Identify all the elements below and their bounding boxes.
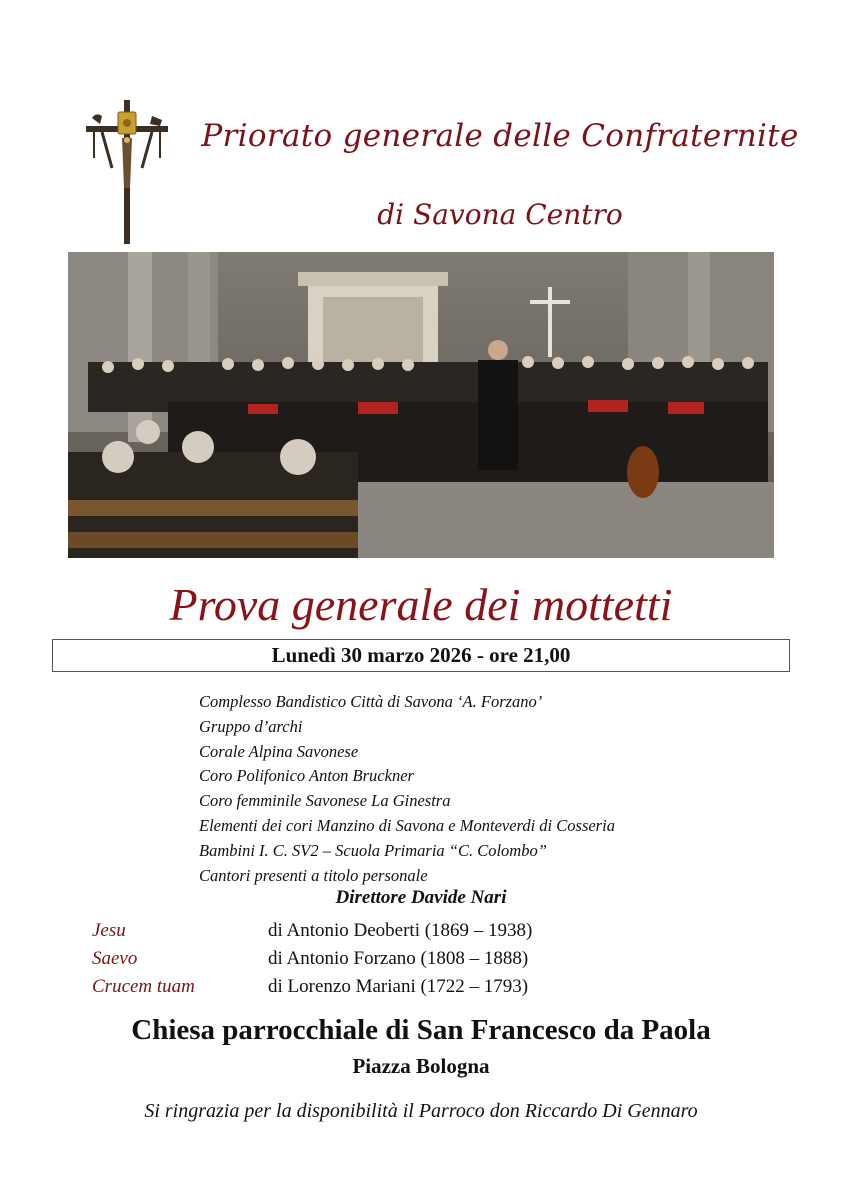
program-row (92, 973, 532, 1001)
header-title-line1: Priorato generale delle Confraternite (201, 118, 799, 154)
program-row (92, 945, 532, 973)
piece-composer: di Antonio Forzano (1808 – 1888) (268, 948, 529, 969)
piece-composer: di Lorenzo Mariani (1722 – 1793) (268, 976, 529, 997)
performer-item: Gruppo d’archi (199, 716, 303, 736)
thanks-note: Si ringrazia per la disponibilità il Parroco don Riccardo Di Gennaro (144, 1100, 698, 1122)
performer-item: Coro femminile Savonese La Ginestra (199, 791, 451, 811)
venue-address: Piazza Bologna (352, 1054, 490, 1078)
piece-title: Crucem tuam (92, 976, 195, 997)
performer-item: Corale Alpina Savonese (199, 741, 359, 761)
concert-photo (68, 252, 774, 558)
program-list (92, 917, 532, 1001)
performer-item: Bambini I. C. SV2 – Scuola Primaria “C. Colombo” (199, 840, 547, 860)
performer-item: Coro Polifonico Anton Bruckner (199, 766, 414, 786)
performers-list (199, 690, 615, 888)
piece-title: Saevo (92, 948, 138, 969)
processional-cross-icon (82, 98, 172, 246)
header-title-line2: di Savona Centro (377, 198, 623, 231)
event-title: Prova generale dei mottetti (169, 579, 673, 630)
piece-composer: di Antonio Deoberti (1869 – 1938) (268, 920, 533, 941)
performer-item: Elementi dei cori Manzino di Savona e Monteverdi di Cosseria (199, 815, 615, 835)
performer-item: Complesso Bandistico Città di Savona ‘A. Forzano’ (199, 692, 543, 711)
venue-name: Chiesa parrocchiale di San Francesco da Paola (131, 1014, 711, 1046)
director-line: Direttore Davide Nari (335, 887, 507, 908)
piece-title: Jesu (92, 920, 126, 941)
event-date-box: Lunedì 30 marzo 2026 - ore 21,00 (52, 639, 790, 672)
performer-item: Cantori presenti a titolo personale (199, 865, 428, 885)
program-row (92, 917, 532, 945)
